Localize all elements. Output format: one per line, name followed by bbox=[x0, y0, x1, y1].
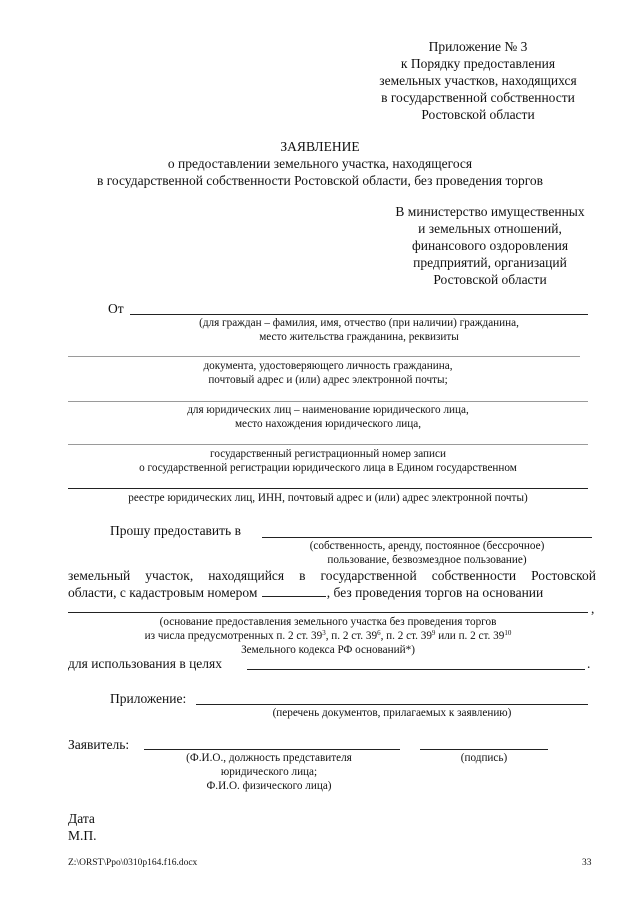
basis-hint-1: (основание предоставления земельного участка без проведения торгов bbox=[159, 616, 497, 628]
basis-field[interactable] bbox=[68, 612, 588, 613]
from-details-field-1[interactable] bbox=[68, 356, 580, 357]
addressee-line-1: В министерство имущественных bbox=[395, 204, 585, 219]
request-hint-2: пользование, безвозмездное пользование) bbox=[327, 554, 527, 566]
from-hint-3: документа, удостоверяющего личность гражданина, bbox=[203, 360, 453, 372]
request-basis-label: , без проведения торгов на основании bbox=[326, 585, 544, 600]
applicant-name-field[interactable] bbox=[144, 749, 400, 750]
addressee-line-5: Ростовской области bbox=[433, 272, 547, 287]
appendix-line-3: земельных участков, находящихся bbox=[379, 73, 577, 88]
title-sub-2: в государственной собственности Ростовской области, без проведения торгов bbox=[96, 173, 544, 188]
basis-hint-2b: , п. 2 ст. 39 bbox=[325, 630, 378, 642]
applicant-label: Заявитель: bbox=[68, 737, 130, 752]
basis-hint-3: Земельного кодекса РФ оснований*) bbox=[241, 644, 415, 656]
title-sub-1: о предоставлении земельного участка, находящегося bbox=[167, 156, 473, 171]
date-label: Дата bbox=[68, 811, 95, 826]
request-body-line-2 bbox=[68, 584, 543, 601]
request-hint-1: (собственность, аренду, постоянное (бессрочное) bbox=[309, 540, 545, 552]
signature-field[interactable] bbox=[420, 749, 548, 750]
applicant-hint-3: Ф.И.О. физического лица) bbox=[206, 780, 332, 792]
addressee-line-2: и земельных отношений, bbox=[418, 221, 562, 236]
purpose-period: . bbox=[587, 656, 591, 671]
request-body-line-1: земельный участок, находящийся в государственной собственности Ростовской bbox=[68, 568, 596, 583]
title-heading: ЗАЯВЛЕНИЕ bbox=[280, 139, 360, 154]
purpose-field[interactable] bbox=[247, 669, 585, 670]
addressee-block bbox=[370, 203, 610, 288]
from-label: От bbox=[108, 301, 124, 316]
request-hint-block bbox=[262, 539, 592, 567]
basis-hint-2a: из числа предусмотренных п. 2 ст. 39 bbox=[144, 630, 323, 642]
basis-hint-2d: или п. 2 ст. 39 bbox=[435, 630, 505, 642]
attachment-field[interactable] bbox=[196, 704, 588, 705]
from-hint-2: место жительства гражданина, реквизиты bbox=[259, 331, 459, 343]
from-hint-block-4 bbox=[68, 447, 588, 475]
from-details-field-3[interactable] bbox=[68, 444, 588, 445]
request-right-field[interactable] bbox=[262, 537, 592, 538]
basis-hint-2 bbox=[68, 629, 588, 643]
from-details-field-4[interactable] bbox=[68, 488, 588, 489]
basis-sup-d: 10 bbox=[504, 629, 512, 637]
stamp-label: М.П. bbox=[68, 828, 97, 843]
appendix-block bbox=[355, 38, 601, 123]
from-name-field[interactable] bbox=[130, 314, 588, 315]
basis-hint-2c: , п. 2 ст. 39 bbox=[380, 630, 432, 642]
basis-hint-block bbox=[68, 615, 588, 657]
footer-page-number: 33 bbox=[582, 858, 592, 868]
purpose-label: для использования в целях bbox=[68, 656, 222, 671]
request-cadastral-label: области, с кадастровым номером bbox=[68, 585, 258, 600]
from-hint-8: о государственной регистрации юридического лица в Едином государственном bbox=[139, 462, 517, 474]
attachment-hint: (перечень документов, прилагаемых к заявлению) bbox=[272, 707, 512, 719]
request-label: Прошу предоставить в bbox=[110, 523, 241, 538]
from-hint-block-2 bbox=[68, 359, 588, 387]
appendix-line-2: к Порядку предоставления bbox=[400, 56, 556, 71]
from-hint-1: (для граждан – фамилия, имя, отчество (при наличии) гражданина, bbox=[199, 317, 519, 329]
from-details-field-2[interactable] bbox=[68, 401, 588, 402]
appendix-line-5: Ростовской области bbox=[421, 107, 535, 122]
from-hint-4: почтовый адрес и (или) адрес электронной почты; bbox=[208, 374, 448, 386]
basis-sup-a: 3 bbox=[322, 629, 326, 637]
basis-sup-b: 6 bbox=[377, 629, 381, 637]
applicant-hint-2: юридического лица; bbox=[220, 766, 318, 778]
cadastral-number-field[interactable] bbox=[262, 585, 326, 597]
from-hint-block-3 bbox=[68, 403, 588, 431]
footer-file-path: Z:\ORST\Ppo\0310p164.f16.docx bbox=[68, 858, 198, 868]
appendix-line-4: в государственной собственности bbox=[381, 90, 575, 105]
from-hint-5: для юридических лиц – наименование юридического лица, bbox=[187, 404, 469, 416]
basis-comma: , bbox=[591, 601, 595, 616]
from-hint-block-1 bbox=[130, 316, 588, 344]
attachment-label: Приложение: bbox=[110, 691, 187, 706]
basis-sup-c: 9 bbox=[431, 629, 436, 637]
from-hint-6: место нахождения юридического лица, bbox=[234, 418, 422, 430]
applicant-hint-1: (Ф.И.О., должность представителя bbox=[186, 752, 352, 764]
signature-hint: (подпись) bbox=[460, 752, 508, 764]
appendix-line-1: Приложение № 3 bbox=[428, 39, 528, 54]
from-hint-7: государственный регистрационный номер записи bbox=[210, 448, 446, 460]
addressee-line-4: предприятий, организаций bbox=[413, 255, 567, 270]
applicant-hint-block bbox=[144, 751, 394, 793]
addressee-line-3: финансового оздоровления bbox=[411, 238, 569, 253]
from-hint-9: реестре юридических лиц, ИНН, почтовый адрес и (или) адрес электронной почты) bbox=[128, 492, 528, 504]
document-title bbox=[40, 138, 600, 189]
